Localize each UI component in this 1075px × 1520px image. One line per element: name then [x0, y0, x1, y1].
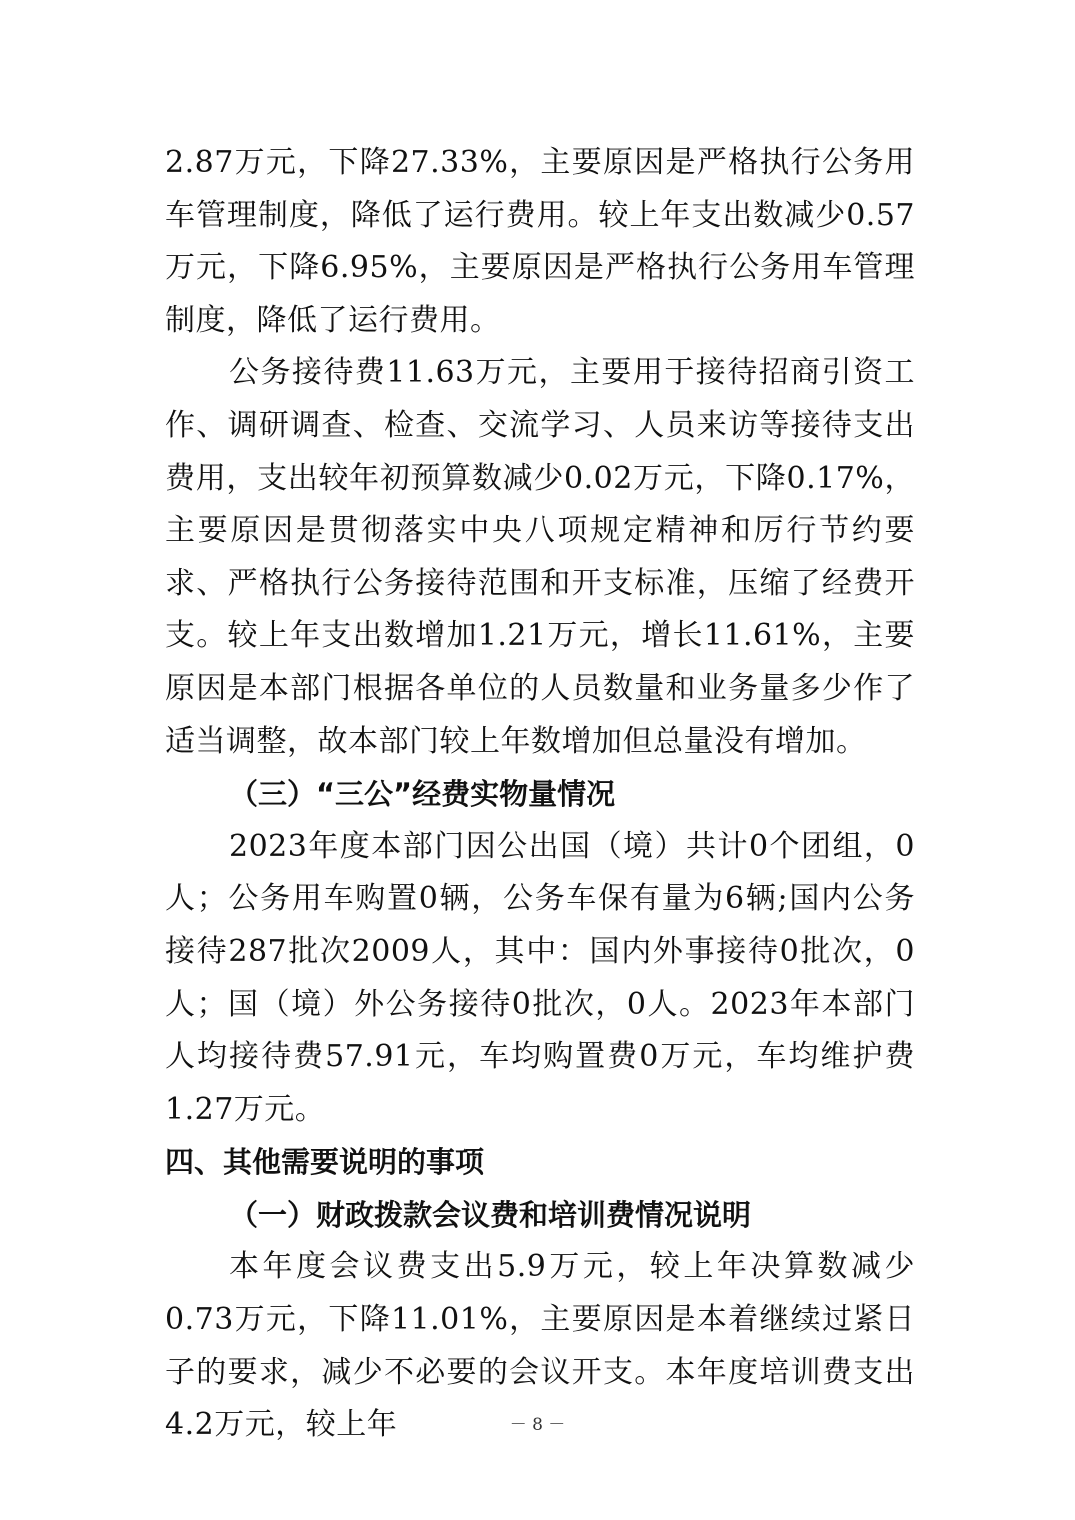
paragraph-meeting-training: 本年度会议费支出5.9万元，较上年决算数减少0.73万元，下降11.01%，主要原因是本着继续过紧日子的要求，减少不必要的会议开支。本年度培训费支出4.2万元，较上年 — [165, 1249, 915, 1443]
paragraph-official-reception: 公务接待费11.63万元，主要用于接待招商引资工作、调研调查、检查、交流学习、人员来访等接待支出费用，支出较年初预算数减少0.02万元，下降0.17%，主要原因是贯彻落实中央八项规定精神和厉行节约要求、严格执行公务接待范围和开支标准，压缩了经费开支。较上年支出数增加1.21万元，增长11.61%，主要原因是本部门根据各单位的人员数量和业务量多少作了适当调整，故本部门较上年数增加但总量没有增加。 — [165, 355, 915, 759]
section-heading-physical-quantity: （三）“三公”经费实物量情况 — [229, 777, 616, 812]
page-number: － 8 － — [509, 1415, 566, 1435]
section-heading-other-matters: 四、其他需要说明的事项 — [165, 1145, 485, 1180]
paragraph-vehicle-operation: 2.87万元，下降27.33%，主要原因是严格执行公务用车管理制度，降低了运行费用。较上年支出数减少0.57万元，下降6.95%，主要原因是严格执行公务用车管理制度，降低了运行费用。 — [165, 145, 915, 338]
document-body — [165, 137, 915, 1452]
paragraph-physical-quantity: 2023年度本部门因公出国（境）共计0个团组，0人；公务用车购置0辆，公务车保有量为6辆;国内公务接待287批次2009人，其中：国内外事接待0批次，0人；国（境）外公务接待0批次，0人。2023年本部门人均接待费57.91元，车均购置费0万元，车均维护费1.27万元。 — [165, 828, 915, 1127]
section-heading-meeting-training: （一）财政拨款会议费和培训费情况说明 — [229, 1197, 752, 1232]
